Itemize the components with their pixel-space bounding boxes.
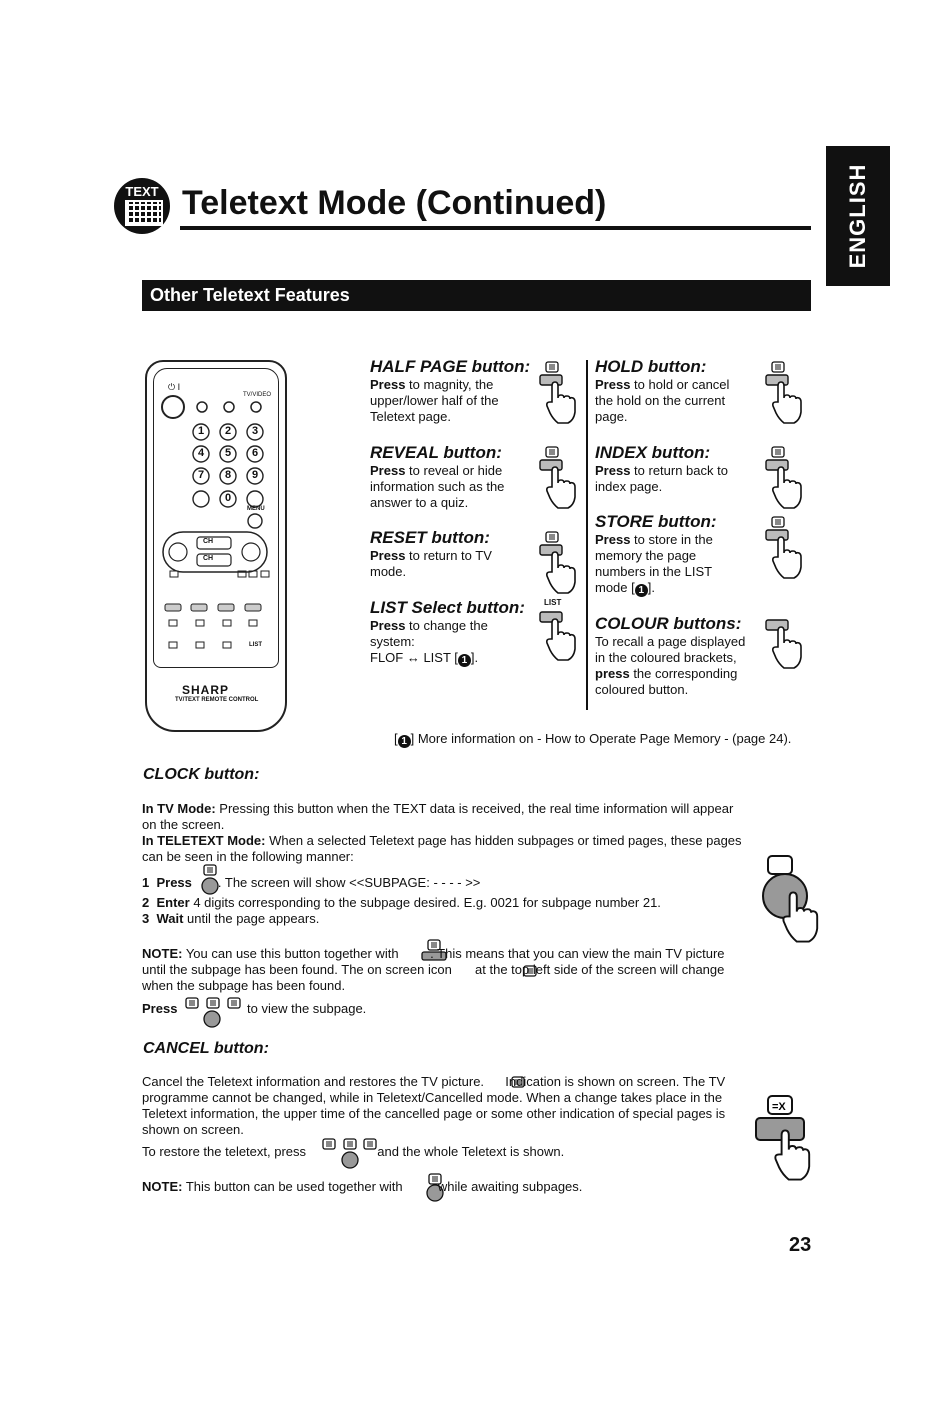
half-page-desc: to magnity, the upper/lower half of the Teletext page. (370, 377, 499, 424)
cancel-button-icon (756, 1096, 809, 1180)
reset-desc: to return to TV mode. (370, 548, 492, 579)
clock-note-label: NOTE: (142, 946, 183, 961)
remote-caption: TV/TEXT REMOTE CONTROL (175, 697, 259, 703)
remote-brand-logo: SHARP (182, 683, 230, 697)
hold-title: HOLD button: (595, 357, 707, 376)
reset-button-icon (540, 532, 575, 593)
page-title: Teletext Mode (Continued) (182, 184, 607, 222)
colour-title: COLOUR buttons: (595, 614, 742, 633)
cancel-note-label: NOTE: (142, 1179, 183, 1194)
clock-step-3 (142, 911, 742, 927)
page-memory-footnote (394, 731, 791, 748)
step-1-action: Press (156, 875, 192, 890)
list-select-extra: FLOF ↔ LIST [ (370, 650, 458, 665)
num-key-9: 9 (251, 469, 259, 481)
step-2-action: Enter (156, 895, 190, 910)
num-key-2: 2 (224, 425, 232, 437)
index-desc: to return back to index page. (595, 463, 728, 494)
index-button-icon (766, 447, 801, 508)
num-key-0: 0 (224, 492, 232, 504)
remote-power-label: ⏻ I (168, 382, 181, 392)
step-2-number: 2 (142, 895, 150, 910)
reset-press: Press (370, 548, 406, 563)
half-page-button-icon (540, 362, 575, 423)
reveal-press: Press (370, 463, 406, 478)
language-label: ENGLISH (845, 163, 870, 269)
step-1-number: 1 (142, 875, 150, 890)
num-key-5: 5 (224, 447, 232, 459)
clock-note-a: You can use this button together with (182, 946, 403, 961)
colour-desc: the corresponding coloured button. (595, 666, 738, 697)
step-3-number: 3 (142, 911, 150, 926)
store-title: STORE button: (595, 512, 717, 531)
num-key-8: 8 (224, 469, 232, 481)
index-title: INDEX button: (595, 443, 711, 462)
num-key-3: 3 (251, 425, 259, 437)
page-number: 23 (789, 1234, 812, 1256)
store-press: Press (595, 532, 631, 547)
hold-desc: to hold or cancel the hold on the current page. (595, 377, 730, 424)
footnote-pre: [ (394, 731, 398, 746)
step-3-action: Wait (156, 911, 184, 926)
store-desc: to store in the memory the page numbers in the LIST mode [ (595, 532, 713, 595)
colour-press: press (595, 666, 630, 681)
colour-desc-pre: To recall a page displayed in the coloured brackets, (595, 634, 746, 665)
list-select-title: LIST Select button: (370, 598, 525, 617)
num-key-6: 6 (251, 447, 259, 459)
circle-1-icon: 1 (635, 584, 648, 597)
cancel-note-a: This button can be used together with (182, 1179, 407, 1194)
clock-step-1 (142, 875, 742, 891)
hold-press: Press (595, 377, 631, 392)
list-select-desc: to change the system: (370, 618, 488, 649)
cancel-note-b: while awaiting subpages. (434, 1179, 583, 1194)
clock-tt-mode-text: When a selected Teletext page has hidden subpages or timed pages, these pages can be seen in the following manner: (142, 833, 742, 864)
cancel-restore-line (142, 1144, 564, 1160)
colour-button-icon (766, 620, 801, 668)
list-select-press: Press (370, 618, 406, 633)
remote-ch-up-label: CH (203, 538, 214, 545)
clock-press-text: to view the subpage. (243, 1001, 367, 1016)
clock-tv-mode-label: In TV Mode: (142, 801, 216, 816)
step-1-text: . The screen will show <<SUBPAGE: - - - - >> (217, 875, 481, 890)
circle-1-icon: 1 (398, 735, 411, 748)
remote-ch-down-label: CH (203, 555, 214, 562)
num-key-7: 7 (197, 469, 205, 481)
reset-title: RESET button: (370, 528, 490, 547)
clock-step-2 (142, 895, 742, 911)
clock-heading: CLOCK button: (143, 766, 260, 783)
store-desc-end: ]. (647, 580, 655, 595)
clock-description (142, 801, 742, 865)
remote-list-label: LIST (249, 642, 262, 648)
half-page-press: Press (370, 377, 406, 392)
remote-menu-label: MENU (247, 506, 265, 512)
reveal-button-icon (540, 447, 575, 508)
clock-tv-mode-text: Pressing this button when the TEXT data is received, the real time information will appear on the screen. (142, 801, 734, 832)
clock-button-icon (763, 856, 817, 942)
num-key-1: 1 (197, 425, 205, 437)
hold-button-icon (766, 362, 801, 423)
step-2-text: 4 digits corresponding to the subpage desired. E.g. 0021 for subpage number 21. (189, 895, 661, 910)
cancel-para-b: Indication is shown on screen. The TV programme cannot be changed, while in Teletext/Cancelled mode. When a change takes place in the Teletext information, the upper time of the cancelled page or some other indication of special pages is shown on screen. (142, 1074, 726, 1137)
cancel-restore-a: To restore the teletext, press (142, 1144, 310, 1159)
cancel-description (142, 1074, 740, 1138)
cancel-heading: CANCEL button: (143, 1040, 269, 1057)
reveal-title: REVEAL button: (370, 443, 502, 462)
reveal-desc: to reveal or hide information such as the answer to a quiz. (370, 463, 505, 510)
clock-press-line (142, 1001, 366, 1017)
list-button-icon (540, 612, 575, 660)
cancel-restore-b: and the whole Teletext is shown. (373, 1144, 565, 1159)
cancel-note (142, 1179, 582, 1195)
cancel-para-a: Cancel the Teletext information and restores the TV picture. (142, 1074, 488, 1089)
teletext-logo-label: TEXT (125, 184, 159, 199)
clock-tt-mode-label: In TELETEXT Mode: (142, 833, 266, 848)
half-page-title: HALF PAGE button: (370, 357, 531, 376)
list-select-extra-end: ]. (470, 650, 479, 665)
clock-note (142, 946, 742, 994)
circle-1-icon: 1 (458, 654, 471, 667)
svg-text:=X: =X (772, 1101, 786, 1113)
clock-press-label: Press (142, 1001, 178, 1016)
clock-note-c: at the top left side of the screen will change when the subpage has been found. (142, 962, 725, 993)
index-press: Press (595, 463, 631, 478)
footnote-text: ] More information on - How to Operate Page Memory - (page 24). (410, 731, 792, 746)
store-button-icon (766, 517, 801, 578)
clock-note-b: . This means that you can view the main TV picture until the subpage has been found. The on screen icon (142, 946, 725, 977)
remote-tv-video-label: TV/VIDEO (243, 392, 272, 398)
step-3-text: until the page appears. (183, 911, 320, 926)
list-icon-label: LIST (544, 598, 562, 607)
num-key-4: 4 (197, 447, 205, 459)
section-title: Other Teletext Features (150, 285, 350, 305)
